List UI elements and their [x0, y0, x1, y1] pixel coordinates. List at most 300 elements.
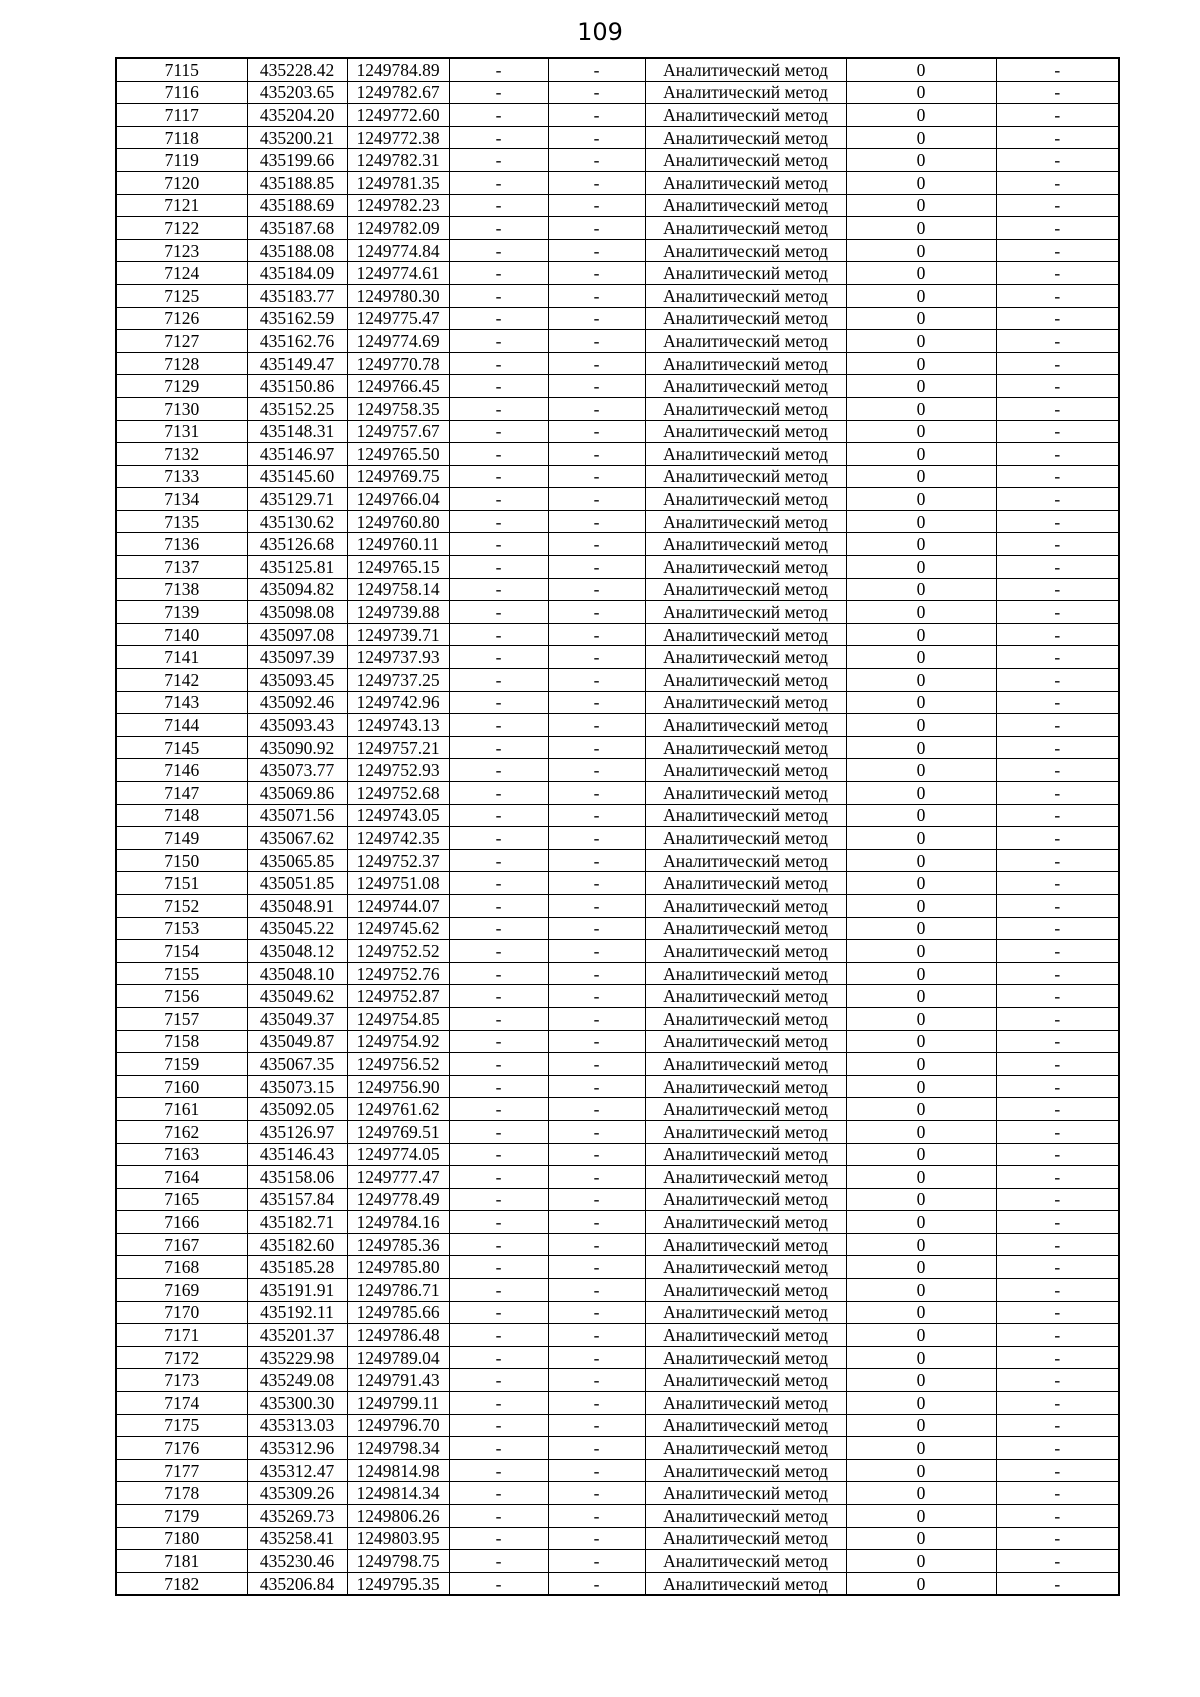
error-value-cell: 0	[846, 804, 996, 827]
dash3-cell: -	[996, 1075, 1119, 1098]
method-cell: Аналитический метод	[645, 1233, 846, 1256]
point-number-cell: 7159	[116, 1053, 247, 1076]
method-cell: Аналитический метод	[645, 126, 846, 149]
dash2-cell: -	[548, 917, 645, 940]
dash1-cell: -	[449, 1392, 548, 1415]
y-coordinate-cell: 1249799.11	[347, 1392, 449, 1415]
y-coordinate-cell: 1249743.05	[347, 804, 449, 827]
dash2-cell: -	[548, 736, 645, 759]
point-number-cell: 7122	[116, 217, 247, 240]
dash3-cell: -	[996, 217, 1119, 240]
method-cell: Аналитический метод	[645, 962, 846, 985]
dash3-cell: -	[996, 126, 1119, 149]
error-value-cell: 0	[846, 510, 996, 533]
dash2-cell: -	[548, 623, 645, 646]
point-number-cell: 7144	[116, 714, 247, 737]
table-row	[116, 556, 1119, 579]
table-row	[116, 488, 1119, 511]
dash3-cell: -	[996, 488, 1119, 511]
x-coordinate-cell: 435192.11	[247, 1301, 347, 1324]
method-cell: Аналитический метод	[645, 1572, 846, 1595]
y-coordinate-cell: 1249770.78	[347, 352, 449, 375]
method-cell: Аналитический метод	[645, 533, 846, 556]
point-number-cell: 7164	[116, 1166, 247, 1189]
method-cell: Аналитический метод	[645, 1301, 846, 1324]
dash2-cell: -	[548, 691, 645, 714]
method-cell: Аналитический метод	[645, 601, 846, 624]
x-coordinate-cell: 435203.65	[247, 81, 347, 104]
dash2-cell: -	[548, 940, 645, 963]
point-number-cell: 7131	[116, 420, 247, 443]
y-coordinate-cell: 1249795.35	[347, 1572, 449, 1595]
point-number-cell: 7181	[116, 1550, 247, 1573]
table-row	[116, 126, 1119, 149]
dash2-cell: -	[548, 1392, 645, 1415]
method-cell: Аналитический метод	[645, 1075, 846, 1098]
x-coordinate-cell: 435067.35	[247, 1053, 347, 1076]
table-row	[116, 691, 1119, 714]
y-coordinate-cell: 1249760.11	[347, 533, 449, 556]
point-number-cell: 7162	[116, 1120, 247, 1143]
y-coordinate-cell: 1249742.96	[347, 691, 449, 714]
point-number-cell: 7169	[116, 1279, 247, 1302]
error-value-cell: 0	[846, 1256, 996, 1279]
error-value-cell: 0	[846, 1075, 996, 1098]
y-coordinate-cell: 1249777.47	[347, 1166, 449, 1189]
y-coordinate-cell: 1249758.35	[347, 397, 449, 420]
x-coordinate-cell: 435300.30	[247, 1392, 347, 1415]
y-coordinate-cell: 1249752.68	[347, 782, 449, 805]
dash3-cell: -	[996, 375, 1119, 398]
point-number-cell: 7121	[116, 194, 247, 217]
y-coordinate-cell: 1249785.36	[347, 1233, 449, 1256]
point-number-cell: 7178	[116, 1482, 247, 1505]
dash1-cell: -	[449, 1482, 548, 1505]
dash1-cell: -	[449, 1505, 548, 1528]
method-cell: Аналитический метод	[645, 397, 846, 420]
dash3-cell: -	[996, 985, 1119, 1008]
dash2-cell: -	[548, 1482, 645, 1505]
y-coordinate-cell: 1249814.98	[347, 1459, 449, 1482]
error-value-cell: 0	[846, 962, 996, 985]
error-value-cell: 0	[846, 669, 996, 692]
dash3-cell: -	[996, 81, 1119, 104]
x-coordinate-cell: 435204.20	[247, 104, 347, 127]
y-coordinate-cell: 1249789.04	[347, 1346, 449, 1369]
dash3-cell: -	[996, 510, 1119, 533]
point-number-cell: 7128	[116, 352, 247, 375]
method-cell: Аналитический метод	[645, 465, 846, 488]
dash1-cell: -	[449, 375, 548, 398]
method-cell: Аналитический метод	[645, 1007, 846, 1030]
dash1-cell: -	[449, 1120, 548, 1143]
dash3-cell: -	[996, 1053, 1119, 1076]
point-number-cell: 7123	[116, 239, 247, 262]
error-value-cell: 0	[846, 126, 996, 149]
method-cell: Аналитический метод	[645, 804, 846, 827]
error-value-cell: 0	[846, 1527, 996, 1550]
dash2-cell: -	[548, 262, 645, 285]
method-cell: Аналитический метод	[645, 510, 846, 533]
dash2-cell: -	[548, 58, 645, 81]
dash1-cell: -	[449, 601, 548, 624]
x-coordinate-cell: 435130.62	[247, 510, 347, 533]
dash3-cell: -	[996, 714, 1119, 737]
point-number-cell: 7174	[116, 1392, 247, 1415]
dash3-cell: -	[996, 1301, 1119, 1324]
table-row	[116, 375, 1119, 398]
table-row	[116, 1166, 1119, 1189]
point-number-cell: 7136	[116, 533, 247, 556]
x-coordinate-cell: 435229.98	[247, 1346, 347, 1369]
y-coordinate-cell: 1249766.04	[347, 488, 449, 511]
point-number-cell: 7177	[116, 1459, 247, 1482]
table-row	[116, 1437, 1119, 1460]
table-row	[116, 894, 1119, 917]
dash2-cell: -	[548, 1324, 645, 1347]
point-number-cell: 7133	[116, 465, 247, 488]
table-row	[116, 646, 1119, 669]
point-number-cell: 7120	[116, 171, 247, 194]
dash2-cell: -	[548, 1166, 645, 1189]
dash2-cell: -	[548, 1053, 645, 1076]
dash1-cell: -	[449, 149, 548, 172]
point-number-cell: 7158	[116, 1030, 247, 1053]
table-row	[116, 827, 1119, 850]
y-coordinate-cell: 1249769.75	[347, 465, 449, 488]
x-coordinate-cell: 435071.56	[247, 804, 347, 827]
dash2-cell: -	[548, 872, 645, 895]
dash2-cell: -	[548, 1075, 645, 1098]
dash2-cell: -	[548, 1120, 645, 1143]
method-cell: Аналитический метод	[645, 1256, 846, 1279]
dash2-cell: -	[548, 804, 645, 827]
x-coordinate-cell: 435249.08	[247, 1369, 347, 1392]
dash1-cell: -	[449, 623, 548, 646]
dash2-cell: -	[548, 556, 645, 579]
point-number-cell: 7116	[116, 81, 247, 104]
dash2-cell: -	[548, 81, 645, 104]
dash2-cell: -	[548, 894, 645, 917]
table-row	[116, 330, 1119, 353]
dash1-cell: -	[449, 782, 548, 805]
table-row	[116, 1188, 1119, 1211]
dash2-cell: -	[548, 759, 645, 782]
table-row	[116, 962, 1119, 985]
error-value-cell: 0	[846, 307, 996, 330]
dash1-cell: -	[449, 849, 548, 872]
table-row	[116, 149, 1119, 172]
method-cell: Аналитический метод	[645, 58, 846, 81]
y-coordinate-cell: 1249778.49	[347, 1188, 449, 1211]
point-number-cell: 7148	[116, 804, 247, 827]
x-coordinate-cell: 435188.85	[247, 171, 347, 194]
y-coordinate-cell: 1249782.09	[347, 217, 449, 240]
dash2-cell: -	[548, 465, 645, 488]
error-value-cell: 0	[846, 1233, 996, 1256]
point-number-cell: 7170	[116, 1301, 247, 1324]
error-value-cell: 0	[846, 1414, 996, 1437]
method-cell: Аналитический метод	[645, 1120, 846, 1143]
dash3-cell: -	[996, 149, 1119, 172]
table-row	[116, 1007, 1119, 1030]
error-value-cell: 0	[846, 171, 996, 194]
error-value-cell: 0	[846, 194, 996, 217]
dash1-cell: -	[449, 917, 548, 940]
dash1-cell: -	[449, 1459, 548, 1482]
dash1-cell: -	[449, 894, 548, 917]
table-row	[116, 307, 1119, 330]
dash3-cell: -	[996, 782, 1119, 805]
dash3-cell: -	[996, 962, 1119, 985]
method-cell: Аналитический метод	[645, 1143, 846, 1166]
error-value-cell: 0	[846, 849, 996, 872]
dash1-cell: -	[449, 1572, 548, 1595]
error-value-cell: 0	[846, 1279, 996, 1302]
dash2-cell: -	[548, 849, 645, 872]
error-value-cell: 0	[846, 940, 996, 963]
dash3-cell: -	[996, 759, 1119, 782]
method-cell: Аналитический метод	[645, 691, 846, 714]
dash3-cell: -	[996, 1007, 1119, 1030]
dash3-cell: -	[996, 1211, 1119, 1234]
dash1-cell: -	[449, 646, 548, 669]
y-coordinate-cell: 1249782.31	[347, 149, 449, 172]
error-value-cell: 0	[846, 1053, 996, 1076]
x-coordinate-cell: 435182.60	[247, 1233, 347, 1256]
dash3-cell: -	[996, 1279, 1119, 1302]
dash2-cell: -	[548, 601, 645, 624]
dash1-cell: -	[449, 1550, 548, 1573]
x-coordinate-cell: 435069.86	[247, 782, 347, 805]
table-row	[116, 1030, 1119, 1053]
table-row	[116, 623, 1119, 646]
dash2-cell: -	[548, 1505, 645, 1528]
dash1-cell: -	[449, 1301, 548, 1324]
method-cell: Аналитический метод	[645, 917, 846, 940]
error-value-cell: 0	[846, 1120, 996, 1143]
point-number-cell: 7145	[116, 736, 247, 759]
x-coordinate-cell: 435126.97	[247, 1120, 347, 1143]
dash1-cell: -	[449, 81, 548, 104]
y-coordinate-cell: 1249766.45	[347, 375, 449, 398]
x-coordinate-cell: 435188.08	[247, 239, 347, 262]
dash3-cell: -	[996, 1166, 1119, 1189]
method-cell: Аналитический метод	[645, 782, 846, 805]
dash1-cell: -	[449, 1369, 548, 1392]
dash3-cell: -	[996, 1369, 1119, 1392]
dash3-cell: -	[996, 307, 1119, 330]
method-cell: Аналитический метод	[645, 646, 846, 669]
dash2-cell: -	[548, 352, 645, 375]
dash2-cell: -	[548, 443, 645, 466]
dash2-cell: -	[548, 1233, 645, 1256]
method-cell: Аналитический метод	[645, 1324, 846, 1347]
error-value-cell: 0	[846, 872, 996, 895]
method-cell: Аналитический метод	[645, 488, 846, 511]
dash3-cell: -	[996, 578, 1119, 601]
method-cell: Аналитический метод	[645, 262, 846, 285]
dash2-cell: -	[548, 330, 645, 353]
dash1-cell: -	[449, 510, 548, 533]
point-number-cell: 7179	[116, 1505, 247, 1528]
dash2-cell: -	[548, 1414, 645, 1437]
y-coordinate-cell: 1249791.43	[347, 1369, 449, 1392]
table-row	[116, 578, 1119, 601]
dash3-cell: -	[996, 646, 1119, 669]
dash1-cell: -	[449, 736, 548, 759]
point-number-cell: 7153	[116, 917, 247, 940]
table-row	[116, 1075, 1119, 1098]
y-coordinate-cell: 1249737.93	[347, 646, 449, 669]
method-cell: Аналитический метод	[645, 1527, 846, 1550]
dash2-cell: -	[548, 1256, 645, 1279]
point-number-cell: 7157	[116, 1007, 247, 1030]
x-coordinate-cell: 435149.47	[247, 352, 347, 375]
x-coordinate-cell: 435048.12	[247, 940, 347, 963]
error-value-cell: 0	[846, 1459, 996, 1482]
dash2-cell: -	[548, 646, 645, 669]
table-row	[116, 420, 1119, 443]
x-coordinate-cell: 435162.59	[247, 307, 347, 330]
dash2-cell: -	[548, 194, 645, 217]
dash1-cell: -	[449, 578, 548, 601]
table-row	[116, 1324, 1119, 1347]
method-cell: Аналитический метод	[645, 217, 846, 240]
y-coordinate-cell: 1249774.69	[347, 330, 449, 353]
y-coordinate-cell: 1249774.61	[347, 262, 449, 285]
table-row	[116, 849, 1119, 872]
y-coordinate-cell: 1249751.08	[347, 872, 449, 895]
y-coordinate-cell: 1249752.87	[347, 985, 449, 1008]
y-coordinate-cell: 1249752.76	[347, 962, 449, 985]
dash2-cell: -	[548, 1369, 645, 1392]
dash3-cell: -	[996, 556, 1119, 579]
point-number-cell: 7130	[116, 397, 247, 420]
dash3-cell: -	[996, 330, 1119, 353]
point-number-cell: 7149	[116, 827, 247, 850]
dash1-cell: -	[449, 804, 548, 827]
dash3-cell: -	[996, 691, 1119, 714]
x-coordinate-cell: 435184.09	[247, 262, 347, 285]
y-coordinate-cell: 1249785.80	[347, 1256, 449, 1279]
method-cell: Аналитический метод	[645, 443, 846, 466]
dash2-cell: -	[548, 488, 645, 511]
dash1-cell: -	[449, 58, 548, 81]
point-number-cell: 7150	[116, 849, 247, 872]
table-row	[116, 714, 1119, 737]
method-cell: Аналитический метод	[645, 827, 846, 850]
point-number-cell: 7138	[116, 578, 247, 601]
dash3-cell: -	[996, 1527, 1119, 1550]
error-value-cell: 0	[846, 284, 996, 307]
dash2-cell: -	[548, 1301, 645, 1324]
dash1-cell: -	[449, 1527, 548, 1550]
x-coordinate-cell: 435045.22	[247, 917, 347, 940]
point-number-cell: 7171	[116, 1324, 247, 1347]
x-coordinate-cell: 435162.76	[247, 330, 347, 353]
dash2-cell: -	[548, 171, 645, 194]
dash1-cell: -	[449, 714, 548, 737]
error-value-cell: 0	[846, 714, 996, 737]
dash1-cell: -	[449, 171, 548, 194]
x-coordinate-cell: 435146.97	[247, 443, 347, 466]
table-row	[116, 1550, 1119, 1573]
method-cell: Аналитический метод	[645, 623, 846, 646]
dash3-cell: -	[996, 894, 1119, 917]
x-coordinate-cell: 435093.43	[247, 714, 347, 737]
x-coordinate-cell: 435158.06	[247, 1166, 347, 1189]
dash2-cell: -	[548, 1211, 645, 1234]
dash2-cell: -	[548, 149, 645, 172]
method-cell: Аналитический метод	[645, 985, 846, 1008]
dash2-cell: -	[548, 375, 645, 398]
dash2-cell: -	[548, 714, 645, 737]
table-row	[116, 1279, 1119, 1302]
dash2-cell: -	[548, 420, 645, 443]
y-coordinate-cell: 1249739.88	[347, 601, 449, 624]
error-value-cell: 0	[846, 352, 996, 375]
table-row	[116, 1211, 1119, 1234]
error-value-cell: 0	[846, 262, 996, 285]
point-number-cell: 7147	[116, 782, 247, 805]
dash2-cell: -	[548, 533, 645, 556]
y-coordinate-cell: 1249796.70	[347, 1414, 449, 1437]
error-value-cell: 0	[846, 1030, 996, 1053]
dash2-cell: -	[548, 1030, 645, 1053]
method-cell: Аналитический метод	[645, 1459, 846, 1482]
x-coordinate-cell: 435148.31	[247, 420, 347, 443]
method-cell: Аналитический метод	[645, 1053, 846, 1076]
error-value-cell: 0	[846, 1301, 996, 1324]
method-cell: Аналитический метод	[645, 104, 846, 127]
method-cell: Аналитический метод	[645, 1392, 846, 1415]
table-row	[116, 533, 1119, 556]
dash2-cell: -	[548, 397, 645, 420]
method-cell: Аналитический метод	[645, 307, 846, 330]
table-row	[116, 1346, 1119, 1369]
x-coordinate-cell: 435129.71	[247, 488, 347, 511]
x-coordinate-cell: 435228.42	[247, 58, 347, 81]
method-cell: Аналитический метод	[645, 849, 846, 872]
dash3-cell: -	[996, 1392, 1119, 1415]
point-number-cell: 7124	[116, 262, 247, 285]
table-row	[116, 601, 1119, 624]
dash1-cell: -	[449, 1188, 548, 1211]
point-number-cell: 7137	[116, 556, 247, 579]
y-coordinate-cell: 1249798.75	[347, 1550, 449, 1573]
error-value-cell: 0	[846, 1143, 996, 1166]
method-cell: Аналитический метод	[645, 1437, 846, 1460]
x-coordinate-cell: 435048.91	[247, 894, 347, 917]
point-number-cell: 7132	[116, 443, 247, 466]
y-coordinate-cell: 1249757.67	[347, 420, 449, 443]
point-number-cell: 7129	[116, 375, 247, 398]
table-row	[116, 1120, 1119, 1143]
dash1-cell: -	[449, 1437, 548, 1460]
dash3-cell: -	[996, 1233, 1119, 1256]
dash2-cell: -	[548, 510, 645, 533]
error-value-cell: 0	[846, 917, 996, 940]
table-row	[116, 940, 1119, 963]
dash2-cell: -	[548, 307, 645, 330]
dash3-cell: -	[996, 533, 1119, 556]
dash1-cell: -	[449, 194, 548, 217]
dash2-cell: -	[548, 1437, 645, 1460]
dash3-cell: -	[996, 1414, 1119, 1437]
table-row	[116, 759, 1119, 782]
point-number-cell: 7155	[116, 962, 247, 985]
